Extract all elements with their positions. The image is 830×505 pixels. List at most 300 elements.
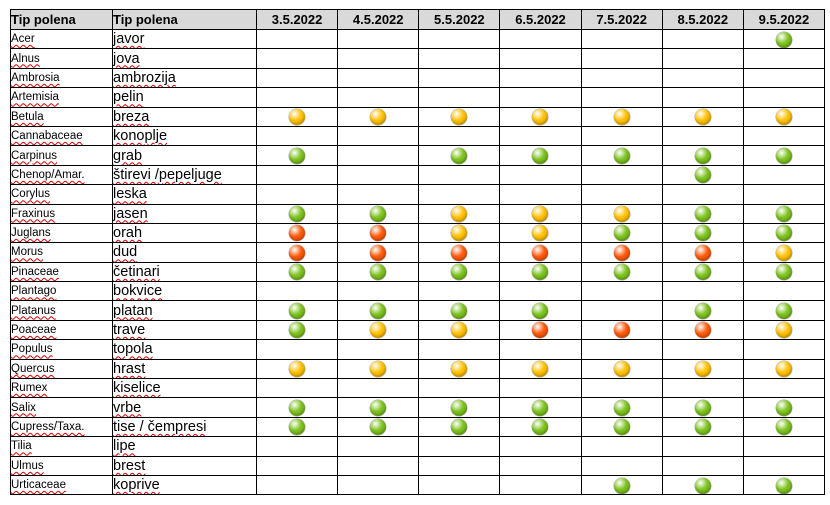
level-dot-yellow-icon	[532, 225, 548, 241]
level-cell	[257, 204, 338, 223]
level-dot-green-icon	[776, 419, 792, 435]
level-dot-yellow-icon	[532, 109, 548, 125]
level-cell	[338, 49, 419, 68]
latin-name: Plantago	[11, 285, 57, 298]
level-cell	[257, 475, 338, 494]
level-cell	[581, 49, 662, 68]
level-cell	[500, 204, 581, 223]
level-cell	[338, 68, 419, 87]
level-cell	[338, 456, 419, 475]
latin-name-cell	[11, 204, 113, 223]
level-cell	[662, 88, 743, 107]
latin-name: Quercus	[11, 362, 55, 375]
local-name: pelin	[113, 89, 144, 106]
level-cell	[338, 88, 419, 107]
level-cell	[257, 165, 338, 184]
level-cell	[581, 301, 662, 320]
date-header: 4.5.2022	[338, 10, 419, 30]
level-cell	[581, 204, 662, 223]
local-name: kiselice	[113, 380, 161, 397]
latin-name: Juglans	[11, 227, 51, 240]
latin-name: Chenop/Amar.	[11, 168, 85, 181]
latin-name-cell	[11, 417, 113, 436]
local-name: dud	[113, 244, 138, 261]
level-dot-yellow-icon	[451, 109, 467, 125]
level-cell	[257, 301, 338, 320]
local-name: koprive	[113, 477, 160, 494]
latin-name: Tilia	[11, 440, 32, 453]
table-row	[11, 30, 825, 49]
level-cell	[662, 475, 743, 494]
level-dot-orange-icon	[614, 245, 630, 261]
level-cell	[419, 437, 500, 456]
level-dot-green-icon	[370, 303, 386, 319]
level-cell	[662, 107, 743, 126]
level-dot-yellow-icon	[776, 245, 792, 261]
level-cell	[419, 301, 500, 320]
level-cell	[419, 165, 500, 184]
level-cell	[662, 359, 743, 378]
latin-name-cell	[11, 320, 113, 339]
local-name: brest	[113, 457, 146, 474]
level-cell	[662, 282, 743, 301]
local-name-cell	[113, 68, 257, 87]
level-cell	[581, 417, 662, 436]
level-cell	[338, 398, 419, 417]
level-dot-green-icon	[776, 303, 792, 319]
level-cell	[662, 379, 743, 398]
local-name: tise / čempresi	[113, 419, 207, 435]
level-dot-yellow-icon	[289, 109, 305, 125]
level-cell	[581, 359, 662, 378]
local-name-cell	[113, 107, 257, 126]
level-cell	[500, 359, 581, 378]
level-cell	[743, 30, 824, 49]
latin-name: Alnus	[11, 52, 40, 65]
latin-name-cell	[11, 49, 113, 68]
level-cell	[662, 456, 743, 475]
level-dot-green-icon	[614, 225, 630, 241]
level-cell	[419, 398, 500, 417]
local-name: bokvice	[113, 283, 163, 300]
level-cell	[581, 475, 662, 494]
table-row	[11, 437, 825, 456]
local-name: jova	[113, 50, 140, 67]
local-name-cell	[113, 379, 257, 398]
local-name: javor	[113, 31, 145, 48]
level-cell	[662, 30, 743, 49]
level-cell	[662, 320, 743, 339]
level-dot-green-icon	[451, 303, 467, 319]
level-cell	[500, 165, 581, 184]
level-cell	[662, 68, 743, 87]
level-cell	[581, 185, 662, 204]
date-header: 6.5.2022	[500, 10, 581, 30]
table-row	[11, 456, 825, 475]
level-cell	[338, 262, 419, 281]
level-dot-yellow-icon	[451, 361, 467, 377]
level-cell	[662, 417, 743, 436]
level-cell	[419, 204, 500, 223]
level-cell	[500, 320, 581, 339]
latin-name-cell	[11, 88, 113, 107]
table-row	[11, 165, 825, 184]
level-cell	[662, 204, 743, 223]
local-name-cell	[113, 223, 257, 242]
level-cell	[257, 126, 338, 145]
level-cell	[500, 456, 581, 475]
level-cell	[500, 88, 581, 107]
pollen-table	[10, 9, 825, 495]
level-dot-green-icon	[289, 206, 305, 222]
level-dot-yellow-icon	[289, 361, 305, 377]
level-cell	[581, 30, 662, 49]
level-cell	[419, 475, 500, 494]
date-header: 5.5.2022	[419, 10, 500, 30]
header-row	[11, 10, 825, 30]
level-cell	[257, 262, 338, 281]
level-cell	[338, 165, 419, 184]
level-dot-orange-icon	[695, 245, 711, 261]
level-cell	[257, 417, 338, 436]
level-cell	[743, 49, 824, 68]
local-name-cell	[113, 49, 257, 68]
level-dot-green-icon	[776, 478, 792, 494]
level-dot-green-icon	[695, 148, 711, 164]
table-row	[11, 301, 825, 320]
level-cell	[419, 379, 500, 398]
table-row	[11, 398, 825, 417]
level-cell	[581, 107, 662, 126]
level-cell	[419, 417, 500, 436]
level-cell	[581, 340, 662, 359]
table-row	[11, 340, 825, 359]
level-dot-yellow-icon	[532, 206, 548, 222]
date-header: 3.5.2022	[257, 10, 338, 30]
latin-name: Acer	[11, 33, 35, 46]
local-name-cell	[113, 437, 257, 456]
date-header: 7.5.2022	[581, 10, 662, 30]
latin-name-cell	[11, 359, 113, 378]
level-dot-yellow-icon	[614, 109, 630, 125]
table-row	[11, 243, 825, 262]
table-body	[11, 30, 825, 495]
level-cell	[257, 107, 338, 126]
level-dot-orange-icon	[695, 322, 711, 338]
level-cell	[338, 379, 419, 398]
level-cell	[338, 107, 419, 126]
level-cell	[743, 398, 824, 417]
level-cell	[662, 398, 743, 417]
level-cell	[581, 282, 662, 301]
local-name-cell	[113, 320, 257, 339]
table-row	[11, 107, 825, 126]
level-cell	[500, 340, 581, 359]
level-dot-yellow-icon	[451, 322, 467, 338]
local-name: lipe	[113, 438, 136, 455]
level-cell	[419, 243, 500, 262]
level-cell	[743, 320, 824, 339]
level-dot-yellow-icon	[451, 206, 467, 222]
level-cell	[338, 126, 419, 145]
level-cell	[743, 223, 824, 242]
latin-name-cell	[11, 340, 113, 359]
level-dot-orange-icon	[451, 245, 467, 261]
level-cell	[500, 68, 581, 87]
level-dot-green-icon	[776, 206, 792, 222]
latin-name-cell	[11, 146, 113, 165]
level-dot-green-icon	[451, 400, 467, 416]
table-row	[11, 262, 825, 281]
table-row	[11, 417, 825, 436]
table-row	[11, 68, 825, 87]
level-cell	[338, 417, 419, 436]
level-cell	[662, 126, 743, 145]
level-cell	[500, 437, 581, 456]
level-cell	[257, 88, 338, 107]
local-name: platan	[113, 302, 153, 319]
level-cell	[257, 320, 338, 339]
latin-name: Fraxinus	[11, 207, 56, 220]
level-dot-green-icon	[370, 419, 386, 435]
level-cell	[662, 262, 743, 281]
latin-name-cell	[11, 165, 113, 184]
level-dot-green-icon	[451, 264, 467, 280]
level-cell	[500, 475, 581, 494]
level-dot-green-icon	[289, 148, 305, 164]
table-row	[11, 223, 825, 242]
latin-name: Rumex	[11, 382, 48, 395]
local-name-cell	[113, 204, 257, 223]
level-cell	[338, 223, 419, 242]
latin-name-cell	[11, 243, 113, 262]
level-cell	[500, 379, 581, 398]
latin-name: Ulmus	[11, 459, 44, 472]
level-dot-yellow-icon	[532, 361, 548, 377]
level-dot-orange-icon	[532, 322, 548, 338]
level-cell	[662, 146, 743, 165]
level-cell	[338, 301, 419, 320]
level-dot-green-icon	[695, 206, 711, 222]
latin-name: Cupress/Taxa.	[11, 421, 85, 433]
latin-name: Salix	[11, 401, 36, 414]
level-cell	[743, 243, 824, 262]
local-name-cell	[113, 456, 257, 475]
level-cell	[743, 379, 824, 398]
level-dot-green-icon	[614, 419, 630, 435]
level-cell	[662, 223, 743, 242]
latin-name-cell	[11, 301, 113, 320]
level-cell	[743, 456, 824, 475]
level-cell	[419, 282, 500, 301]
table-row	[11, 475, 825, 494]
level-cell	[581, 398, 662, 417]
local-name-cell	[113, 282, 257, 301]
latin-name: Artemisia	[11, 91, 59, 104]
level-cell	[500, 417, 581, 436]
level-dot-yellow-icon	[776, 322, 792, 338]
level-dot-yellow-icon	[695, 361, 711, 377]
level-cell	[257, 359, 338, 378]
latin-name-cell	[11, 282, 113, 301]
level-dot-green-icon	[614, 400, 630, 416]
level-cell	[500, 107, 581, 126]
level-dot-green-icon	[532, 400, 548, 416]
level-cell	[581, 68, 662, 87]
level-cell	[500, 223, 581, 242]
level-cell	[743, 340, 824, 359]
level-cell	[581, 379, 662, 398]
level-dot-yellow-icon	[776, 109, 792, 125]
local-name: štirevi /pepeljuge	[113, 166, 222, 183]
level-cell	[743, 68, 824, 87]
level-dot-green-icon	[289, 303, 305, 319]
latin-name: Pinaceae	[11, 265, 59, 278]
local-name: trave	[113, 322, 146, 339]
level-cell	[500, 146, 581, 165]
level-dot-orange-icon	[370, 225, 386, 241]
level-dot-yellow-icon	[370, 361, 386, 377]
latin-name-header: Tip polena	[11, 10, 113, 30]
level-cell	[581, 88, 662, 107]
level-cell	[338, 359, 419, 378]
level-dot-orange-icon	[532, 245, 548, 261]
level-cell	[338, 340, 419, 359]
local-name-cell	[113, 126, 257, 145]
level-dot-yellow-icon	[614, 206, 630, 222]
level-dot-green-icon	[776, 264, 792, 280]
level-cell	[257, 379, 338, 398]
latin-name: Cannabaceae	[11, 130, 83, 143]
local-name-cell	[113, 262, 257, 281]
level-cell	[662, 301, 743, 320]
level-cell	[500, 301, 581, 320]
local-name-cell	[113, 359, 257, 378]
latin-name: Platanus	[11, 304, 56, 317]
latin-name-cell	[11, 223, 113, 242]
level-dot-green-icon	[370, 264, 386, 280]
level-dot-green-icon	[695, 167, 711, 183]
latin-name-cell	[11, 437, 113, 456]
level-cell	[743, 165, 824, 184]
table-row	[11, 185, 825, 204]
local-name: orah	[113, 225, 143, 242]
latin-name: Poaceae	[11, 324, 57, 337]
latin-name-cell	[11, 456, 113, 475]
level-cell	[500, 398, 581, 417]
local-name-cell	[113, 88, 257, 107]
level-dot-green-icon	[776, 32, 792, 48]
level-cell	[338, 282, 419, 301]
local-name-cell	[113, 398, 257, 417]
local-name: leska	[113, 186, 147, 203]
level-cell	[743, 146, 824, 165]
level-cell	[419, 49, 500, 68]
level-cell	[419, 340, 500, 359]
level-cell	[338, 185, 419, 204]
level-cell	[338, 204, 419, 223]
level-cell	[419, 456, 500, 475]
level-cell	[257, 243, 338, 262]
level-cell	[581, 243, 662, 262]
level-cell	[500, 49, 581, 68]
level-dot-yellow-icon	[695, 109, 711, 125]
level-dot-green-icon	[614, 478, 630, 494]
local-name-header: Tip polena	[113, 10, 257, 30]
level-dot-yellow-icon	[451, 225, 467, 241]
level-cell	[743, 107, 824, 126]
level-cell	[500, 243, 581, 262]
local-name-cell	[113, 417, 257, 436]
level-cell	[419, 68, 500, 87]
local-name: jasen	[113, 205, 148, 222]
local-name-cell	[113, 146, 257, 165]
level-cell	[581, 437, 662, 456]
level-cell	[338, 243, 419, 262]
local-name-cell	[113, 185, 257, 204]
level-dot-yellow-icon	[614, 361, 630, 377]
level-dot-green-icon	[289, 264, 305, 280]
latin-name-cell	[11, 30, 113, 49]
level-cell	[743, 185, 824, 204]
level-cell	[500, 262, 581, 281]
table-row	[11, 146, 825, 165]
level-cell	[581, 165, 662, 184]
table-row	[11, 379, 825, 398]
level-cell	[581, 262, 662, 281]
latin-name-cell	[11, 68, 113, 87]
level-cell	[257, 223, 338, 242]
latin-name-cell	[11, 262, 113, 281]
table-row	[11, 204, 825, 223]
table-row	[11, 282, 825, 301]
level-cell	[500, 30, 581, 49]
level-cell	[500, 126, 581, 145]
latin-name-cell	[11, 475, 113, 494]
level-cell	[257, 68, 338, 87]
level-cell	[743, 359, 824, 378]
local-name: topola	[113, 341, 153, 358]
level-dot-green-icon	[695, 419, 711, 435]
local-name: grab	[113, 147, 143, 164]
level-dot-green-icon	[370, 400, 386, 416]
level-dot-green-icon	[532, 264, 548, 280]
level-dot-green-icon	[451, 148, 467, 164]
latin-name: Populus	[11, 343, 53, 356]
level-cell	[581, 456, 662, 475]
level-cell	[743, 475, 824, 494]
local-name: hrast	[113, 360, 146, 377]
level-dot-yellow-icon	[370, 109, 386, 125]
level-dot-green-icon	[370, 206, 386, 222]
level-dot-green-icon	[695, 478, 711, 494]
level-dot-yellow-icon	[370, 322, 386, 338]
level-cell	[662, 165, 743, 184]
level-dot-green-icon	[776, 400, 792, 416]
level-cell	[419, 126, 500, 145]
level-cell	[419, 223, 500, 242]
local-name-cell	[113, 340, 257, 359]
level-cell	[662, 243, 743, 262]
latin-name-cell	[11, 379, 113, 398]
level-cell	[743, 126, 824, 145]
level-dot-green-icon	[695, 303, 711, 319]
level-cell	[500, 185, 581, 204]
level-cell	[257, 49, 338, 68]
latin-name: Ambrosia	[11, 71, 60, 84]
level-cell	[419, 320, 500, 339]
level-cell	[419, 107, 500, 126]
